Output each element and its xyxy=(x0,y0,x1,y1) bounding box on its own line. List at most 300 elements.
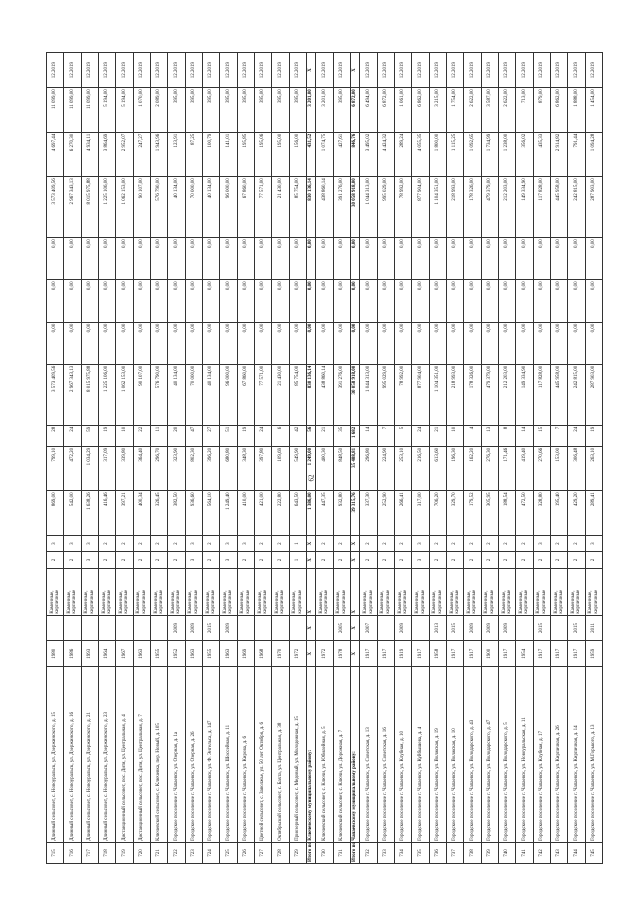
table-cell: 0,00 xyxy=(185,238,202,280)
table-cell: 2 xyxy=(202,552,219,568)
table-cell: 0,00 xyxy=(150,322,167,364)
table-cell: X xyxy=(306,535,315,551)
table-cell: 715 xyxy=(47,842,64,863)
table-cell: Каменные, кирпичные xyxy=(533,568,550,615)
table-cell: 12.2019 xyxy=(464,53,481,88)
table-cell: 12.2019 xyxy=(585,53,602,88)
table-cell: 289,41 xyxy=(585,491,602,536)
table-cell: 195,40 xyxy=(550,491,567,536)
table-cell: 47 xyxy=(185,425,202,446)
table-cell: 2 xyxy=(481,535,498,551)
table-cell: 429,20 xyxy=(568,491,585,536)
table-row xyxy=(412,53,429,864)
table-cell: 14 xyxy=(360,425,377,446)
table-cell: 1 034,29 xyxy=(81,446,98,491)
table-cell: 2 xyxy=(498,552,515,568)
table-cell: 296,80 xyxy=(360,446,377,491)
table-cell: 0,00 xyxy=(185,280,202,322)
table-row xyxy=(395,53,412,864)
table-cell: 0,00 xyxy=(133,322,150,364)
table-cell: 5 194,00 xyxy=(116,88,133,133)
table-cell xyxy=(47,615,64,641)
table-cell: Городское поселение г. Чапаевск, ул. Волжская, д. 10 xyxy=(447,667,464,843)
table-cell: 12.2019 xyxy=(237,53,254,88)
table-cell: Каменные, кирпичные xyxy=(481,568,498,615)
table-cell: 2 xyxy=(202,535,219,551)
table-cell: 1 943,96 xyxy=(150,132,167,177)
table-cell: 10 xyxy=(447,425,464,446)
table-cell: 40 134,00 xyxy=(202,177,219,238)
table-cell: Каменные, кирпичные xyxy=(316,568,333,615)
table-cell: 2 xyxy=(316,552,333,568)
table-cell: 21 xyxy=(316,425,333,446)
table-cell: 736 xyxy=(429,842,446,863)
table-cell: 12.2019 xyxy=(185,53,202,88)
table-cell: 6 270,30 xyxy=(64,132,81,177)
table-cell: 195,00 xyxy=(272,132,289,177)
table-cell: 1970 xyxy=(272,641,289,667)
table-cell: 12.2019 xyxy=(533,53,550,88)
table-cell xyxy=(377,615,394,641)
table-cell: 326,45 xyxy=(150,491,167,536)
table-cell: 1917 xyxy=(464,641,481,667)
table-row xyxy=(568,53,585,864)
table-cell: 20 xyxy=(168,425,185,446)
table-cell: 12.2019 xyxy=(254,53,271,88)
table-cell: 188,54 xyxy=(498,491,515,536)
table-cell: 3 201,00 xyxy=(306,88,315,133)
table-cell: 2 xyxy=(272,552,289,568)
table-cell: 56 xyxy=(306,425,315,446)
table-cell: 744 xyxy=(568,842,585,863)
table-cell: Городское поселение г. Чапаевск, ул. Володарского, д. 5 xyxy=(498,667,515,843)
table-cell: 3 xyxy=(237,535,254,551)
table-cell: 727 xyxy=(254,842,271,863)
table-cell: 96 000,00 xyxy=(220,364,237,425)
table-cell: 0,00 xyxy=(333,280,350,322)
table-row xyxy=(254,53,271,864)
table-cell: 445 958,00 xyxy=(550,177,567,238)
table-cell: 27 xyxy=(202,425,219,446)
table-cell: 721 xyxy=(150,842,167,863)
table-cell: 195,85 xyxy=(237,132,254,177)
table-cell: 24 xyxy=(254,425,271,446)
table-cell: 2 622,00 xyxy=(464,88,481,133)
table-cell xyxy=(550,615,567,641)
table-cell: 2015 xyxy=(202,615,219,641)
table-cell: 0,00 xyxy=(550,322,567,364)
table-cell xyxy=(98,615,115,641)
table-cell: 0,00 xyxy=(395,238,412,280)
table-cell: 2009 xyxy=(220,615,237,641)
table-row xyxy=(64,53,81,864)
table-cell: 24 xyxy=(412,425,429,446)
table-cell: 0,00 xyxy=(237,280,254,322)
table-cell: 11 099,00 xyxy=(64,88,81,133)
table-cell: 90 107,00 xyxy=(133,364,150,425)
table-cell: 2 xyxy=(64,552,81,568)
table-cell: 2 xyxy=(447,535,464,551)
table-cell: X xyxy=(350,552,359,568)
table-cell: Ключевский сельсовет, с. Ключи, ул. Юбилейная, д. 5 xyxy=(316,667,333,843)
table-cell: 3 495,02 xyxy=(360,132,377,177)
table-cell: 0,00 xyxy=(254,322,271,364)
table-cell: 877 904,00 xyxy=(412,364,429,425)
table-cell: 1 061,00 xyxy=(395,88,412,133)
table-cell: 3 xyxy=(220,535,237,551)
table-cell: Городское поселение г. Чапаевск, ул. Володарского, д. 43 xyxy=(464,667,481,843)
table-cell: 680,80 xyxy=(220,446,237,491)
table-cell: 90 107,00 xyxy=(133,177,150,238)
table-cell: 0,00 xyxy=(447,280,464,322)
table-cell xyxy=(254,615,271,641)
table-cell: Дистанционный сельсовет, пос. Дитя, ул. Центральная, д. 7 xyxy=(133,667,150,843)
table-cell: 0,00 xyxy=(316,238,333,280)
table-cell: 0,00 xyxy=(289,238,306,280)
table-cell: 395,00 xyxy=(220,88,237,133)
table-cell: 30 058 918,00 xyxy=(350,177,359,238)
table-cell: 0,00 xyxy=(350,322,359,364)
table-cell: 12.2019 xyxy=(550,53,567,88)
table-cell: 77 571,00 xyxy=(254,177,271,238)
rotated-table-container xyxy=(46,52,603,864)
table-cell: 11 099,00 xyxy=(47,88,64,133)
table-cell: X xyxy=(350,568,359,615)
table-cell: 0,00 xyxy=(568,280,585,322)
table-cell: 7 xyxy=(377,425,394,446)
table-cell: 0,00 xyxy=(64,238,81,280)
table-row xyxy=(185,53,202,864)
table-cell: Каменные, кирпичные xyxy=(289,568,306,615)
table-cell: X xyxy=(306,615,315,641)
table-cell: 1 115,25 xyxy=(447,132,464,177)
table-cell: 438 860,14 xyxy=(316,364,333,425)
table-cell: 743 xyxy=(550,842,567,863)
table-cell: 396,20 xyxy=(202,446,219,491)
table-row xyxy=(585,53,602,864)
table-row xyxy=(202,53,219,864)
table-cell: 3 587,00 xyxy=(481,88,498,133)
table-cell: 2009 xyxy=(168,615,185,641)
table-cell: 2 xyxy=(429,535,446,551)
table-row xyxy=(316,53,333,864)
table-cell: 0,00 xyxy=(98,280,115,322)
table-cell: 2 xyxy=(47,552,64,568)
table-cell: 14 xyxy=(516,425,533,446)
table-cell: 1917 xyxy=(447,641,464,667)
table-cell: 0,00 xyxy=(481,238,498,280)
table-cell: 212 203,00 xyxy=(498,177,515,238)
table-cell: 2 xyxy=(585,552,602,568)
table-cell: 1919 xyxy=(395,641,412,667)
table-cell: 306,48 xyxy=(568,446,585,491)
table-cell: 1917 xyxy=(377,641,394,667)
table-cell: 5 194,00 xyxy=(98,88,115,133)
table-cell: 1 094,28 xyxy=(585,132,602,177)
table-cell: 6 862,00 xyxy=(412,88,429,133)
table-cell: 12.2019 xyxy=(272,53,289,88)
table-cell: Городское поселение г. Чапаевск, ул. Володарского, д. 47 xyxy=(481,667,498,843)
table-cell: 2015 xyxy=(533,615,550,641)
table-cell: 2 xyxy=(150,535,167,551)
table-row xyxy=(237,53,254,864)
table-cell: 2 xyxy=(377,552,394,568)
table-cell: 212 203,00 xyxy=(498,364,515,425)
table-cell: 4 424,32 xyxy=(377,132,394,177)
table-cell: 0,00 xyxy=(202,322,219,364)
table-cell: 6 xyxy=(272,425,289,446)
table-cell: Каменные, кирпичные xyxy=(272,568,289,615)
table-cell: 741 xyxy=(516,842,533,863)
table-cell: 59 xyxy=(81,425,98,446)
table-cell: 3 xyxy=(81,535,98,551)
table-cell: 0,00 xyxy=(464,322,481,364)
table-cell: 1969 xyxy=(237,641,254,667)
table-cell: 0,00 xyxy=(168,322,185,364)
table-cell: 28 xyxy=(47,425,64,446)
table-cell: Каменные, кирпичные xyxy=(516,568,533,615)
table-cell: 224,90 xyxy=(377,446,394,491)
table-cell: 0,00 xyxy=(360,280,377,322)
table-cell: 2007 xyxy=(360,615,377,641)
table-cell: 2 xyxy=(377,535,394,551)
table-cell: 289,24 xyxy=(395,132,412,177)
table-cell: 276,30 xyxy=(481,446,498,491)
table-cell: 1 044 313,00 xyxy=(360,364,377,425)
table-cell: 1968 xyxy=(254,641,271,667)
table-cell: 728 xyxy=(272,842,289,863)
table-cell: 1917 xyxy=(412,641,429,667)
table-cell: 395,00 xyxy=(202,88,219,133)
table-cell: 153,00 xyxy=(550,446,567,491)
table-cell: 2009 xyxy=(464,615,481,641)
table-cell: 1 225 106,00 xyxy=(98,177,115,238)
table-cell: 2 xyxy=(150,552,167,568)
table-cell: 0,00 xyxy=(47,280,64,322)
table-cell: 2009 xyxy=(395,615,412,641)
table-cell: 472,50 xyxy=(516,491,533,536)
table-cell: 1964 xyxy=(98,641,115,667)
table-cell: 1 092,65 xyxy=(464,132,481,177)
table-cell: 266,41 xyxy=(395,491,412,536)
table-cell: 0,00 xyxy=(202,238,219,280)
table-cell: 30 058 918,00 xyxy=(350,364,359,425)
table-cell: 3 xyxy=(220,552,237,568)
table-row xyxy=(220,53,237,864)
table-cell: X xyxy=(306,568,315,615)
table-cell: 3 xyxy=(81,552,98,568)
table-cell: 11 xyxy=(150,425,167,446)
table-cell: 0,00 xyxy=(98,322,115,364)
table-cell: 869,00 xyxy=(47,491,64,536)
table-cell: 11 099,00 xyxy=(81,88,98,133)
table-cell: 716 xyxy=(64,842,81,863)
table-cell: 70 000,00 xyxy=(185,177,202,238)
table-cell xyxy=(133,615,150,641)
table-cell: 40 134,00 xyxy=(168,364,185,425)
table-cell: 337,30 xyxy=(360,491,377,536)
table-cell: 2 xyxy=(333,552,350,568)
table-cell: 19 xyxy=(98,425,115,446)
table-cell: 40 134,00 xyxy=(202,364,219,425)
table-cell: 10 xyxy=(116,425,133,446)
table-cell: 2 967 343,13 xyxy=(64,177,81,238)
table-cell: 35 xyxy=(333,425,350,446)
table-cell: 12.2019 xyxy=(98,53,115,88)
table-cell: 722 xyxy=(168,842,185,863)
table-cell: Городское поселение г. Чапаевск, ул. М.Горького, д. 13 xyxy=(585,667,602,843)
table-cell: 0,00 xyxy=(237,322,254,364)
table-cell: 0,00 xyxy=(516,238,533,280)
table-cell: 0,00 xyxy=(350,238,359,280)
table-cell: 12.2019 xyxy=(168,53,185,88)
table-cell: 2 xyxy=(429,552,446,568)
table-cell: 218 993,00 xyxy=(447,364,464,425)
table-cell: 21 430,00 xyxy=(272,177,289,238)
table-cell: 549,90 xyxy=(289,446,306,491)
table-cell: 242 815,00 xyxy=(568,364,585,425)
table-cell: Октябрьский сельсовет, с. Бахта, ул. Центральная, д. 38 xyxy=(272,667,289,843)
table-cell: 2 xyxy=(116,552,133,568)
table-cell: 1917 xyxy=(533,641,550,667)
table-cell: 0,00 xyxy=(412,238,429,280)
table-cell: 0,00 xyxy=(81,280,98,322)
table-cell: 0,00 xyxy=(168,238,185,280)
table-cell: 799,10 xyxy=(47,446,64,491)
table-row xyxy=(516,53,533,864)
table-cell xyxy=(272,615,289,641)
table-cell: 0,00 xyxy=(412,280,429,322)
table-row xyxy=(289,53,306,864)
table-cell: 395,00 xyxy=(168,88,185,133)
table-cell: 2 xyxy=(254,535,271,551)
table-cell: 51 xyxy=(220,425,237,446)
table-cell: 2 914,82 xyxy=(550,132,567,177)
table-cell: 24 xyxy=(64,425,81,446)
table-cell: Каменные, кирпичные xyxy=(168,568,185,615)
table-cell: Каменные, кирпичные xyxy=(133,568,150,615)
table-cell: Каменные, кирпичные xyxy=(150,568,167,615)
table-cell: 0,00 xyxy=(550,280,567,322)
table-cell: 0,00 xyxy=(47,238,64,280)
table-cell: 1955 xyxy=(202,641,219,667)
table-cell: Городское поселение г. Чапаевск, ул. Кирпичная, д. 14 xyxy=(568,667,585,843)
table-cell: 725 xyxy=(220,842,237,863)
table-cell: 0,00 xyxy=(185,322,202,364)
table-cell: 87,25 xyxy=(185,132,202,177)
table-cell: 932,80 xyxy=(333,491,350,536)
table-cell: 2 xyxy=(133,552,150,568)
table-cell: 1 104 351,00 xyxy=(429,364,446,425)
table-cell: 12.2019 xyxy=(47,53,64,88)
table-cell: Длинный сельсовет, с. Новоуральск, ул. Дзержинского, д. 21 xyxy=(81,667,98,843)
table-cell: Каменные, кирпичные xyxy=(116,568,133,615)
table-cell: 0,00 xyxy=(498,280,515,322)
table-cell: 196,30 xyxy=(447,446,464,491)
table-cell: 195,06 xyxy=(254,132,271,177)
table-cell: X xyxy=(306,641,315,667)
table-cell: 12.2019 xyxy=(202,53,219,88)
table-cell: 0,00 xyxy=(333,322,350,364)
table-cell: 12.2019 xyxy=(81,53,98,88)
table-cell: 576 790,00 xyxy=(150,364,167,425)
table-row xyxy=(133,53,150,864)
table-cell: 479 379,00 xyxy=(481,177,498,238)
table-cell: 846,76 xyxy=(350,132,359,177)
table-cell: 2 622,00 xyxy=(498,88,515,133)
table-cell: 0,00 xyxy=(150,280,167,322)
table-cell: 0,00 xyxy=(64,280,81,322)
table-cell: 78 992,00 xyxy=(395,177,412,238)
table-cell: Длинный сельсовет, с. Новоуральск, ул. Дзержинского, д. 15 xyxy=(47,667,64,843)
table-cell: 85 754,00 xyxy=(289,364,306,425)
table-cell: 395,00 xyxy=(254,88,271,133)
table-cell: Каменные, кирпичные xyxy=(377,568,394,615)
table-cell: 2 xyxy=(316,535,333,551)
table-cell: 472,20 xyxy=(64,446,81,491)
table-cell: 317,00 xyxy=(412,491,429,536)
table-cell: 0,00 xyxy=(360,238,377,280)
table-cell: 2013 xyxy=(429,615,446,641)
table-cell: Каменные, кирпичные xyxy=(447,568,464,615)
table-cell xyxy=(316,615,333,641)
table-cell: 85 754,00 xyxy=(289,177,306,238)
table-cell: 4 934,11 xyxy=(81,132,98,177)
table-cell: 1917 xyxy=(550,641,567,667)
table-cell: 0,00 xyxy=(237,238,254,280)
table-cell: 1 xyxy=(289,535,306,551)
table-cell: 42 xyxy=(289,425,306,446)
table-cell: 356,02 xyxy=(516,132,533,177)
table-cell: 4 xyxy=(464,425,481,446)
table-cell: 0,00 xyxy=(272,280,289,322)
table-cell: 4 055,35 xyxy=(412,132,429,177)
table-cell: 791,44 xyxy=(568,132,585,177)
table-cell: 216,50 xyxy=(412,446,429,491)
table-cell: 3 xyxy=(64,535,81,551)
table-cell xyxy=(516,615,533,641)
table-cell: 0,00 xyxy=(533,280,550,322)
table-cell: 242 815,00 xyxy=(568,177,585,238)
table-cell: 410,00 xyxy=(237,491,254,536)
table-cell: 6 494,00 xyxy=(360,88,377,133)
table-cell: Городское поселение г. Чапаевск, ул. Шоссейная, д. 11 xyxy=(220,667,237,843)
table-cell: 391 276,00 xyxy=(333,364,350,425)
table-cell: 12.2019 xyxy=(516,53,533,88)
table-cell: 0,00 xyxy=(272,322,289,364)
table-cell: 12.2019 xyxy=(568,53,585,88)
table-cell: 22 xyxy=(133,425,150,446)
table-cell: 328,80 xyxy=(533,491,550,536)
table-cell: 2 xyxy=(464,552,481,568)
table-cell: 0,00 xyxy=(133,280,150,322)
table-cell: 2 xyxy=(395,535,412,551)
table-cell: 1917 xyxy=(498,641,515,667)
table-row xyxy=(81,53,98,864)
table-cell: 1 888,00 xyxy=(568,88,585,133)
table-cell: 67 860,00 xyxy=(237,177,254,238)
table-cell: 0,00 xyxy=(306,238,315,280)
table-cell: 0,00 xyxy=(585,280,602,322)
table-cell: Каменные, кирпичные xyxy=(333,568,350,615)
table-cell: 3 xyxy=(412,535,429,551)
table-cell: 995 029,00 xyxy=(377,364,394,425)
table-cell: 2 xyxy=(395,552,412,568)
table-cell: 0,00 xyxy=(133,238,150,280)
table-cell: 395,00 xyxy=(272,88,289,133)
table-cell: 287 903,00 xyxy=(585,177,602,238)
table-cell: 12.2019 xyxy=(133,53,150,88)
